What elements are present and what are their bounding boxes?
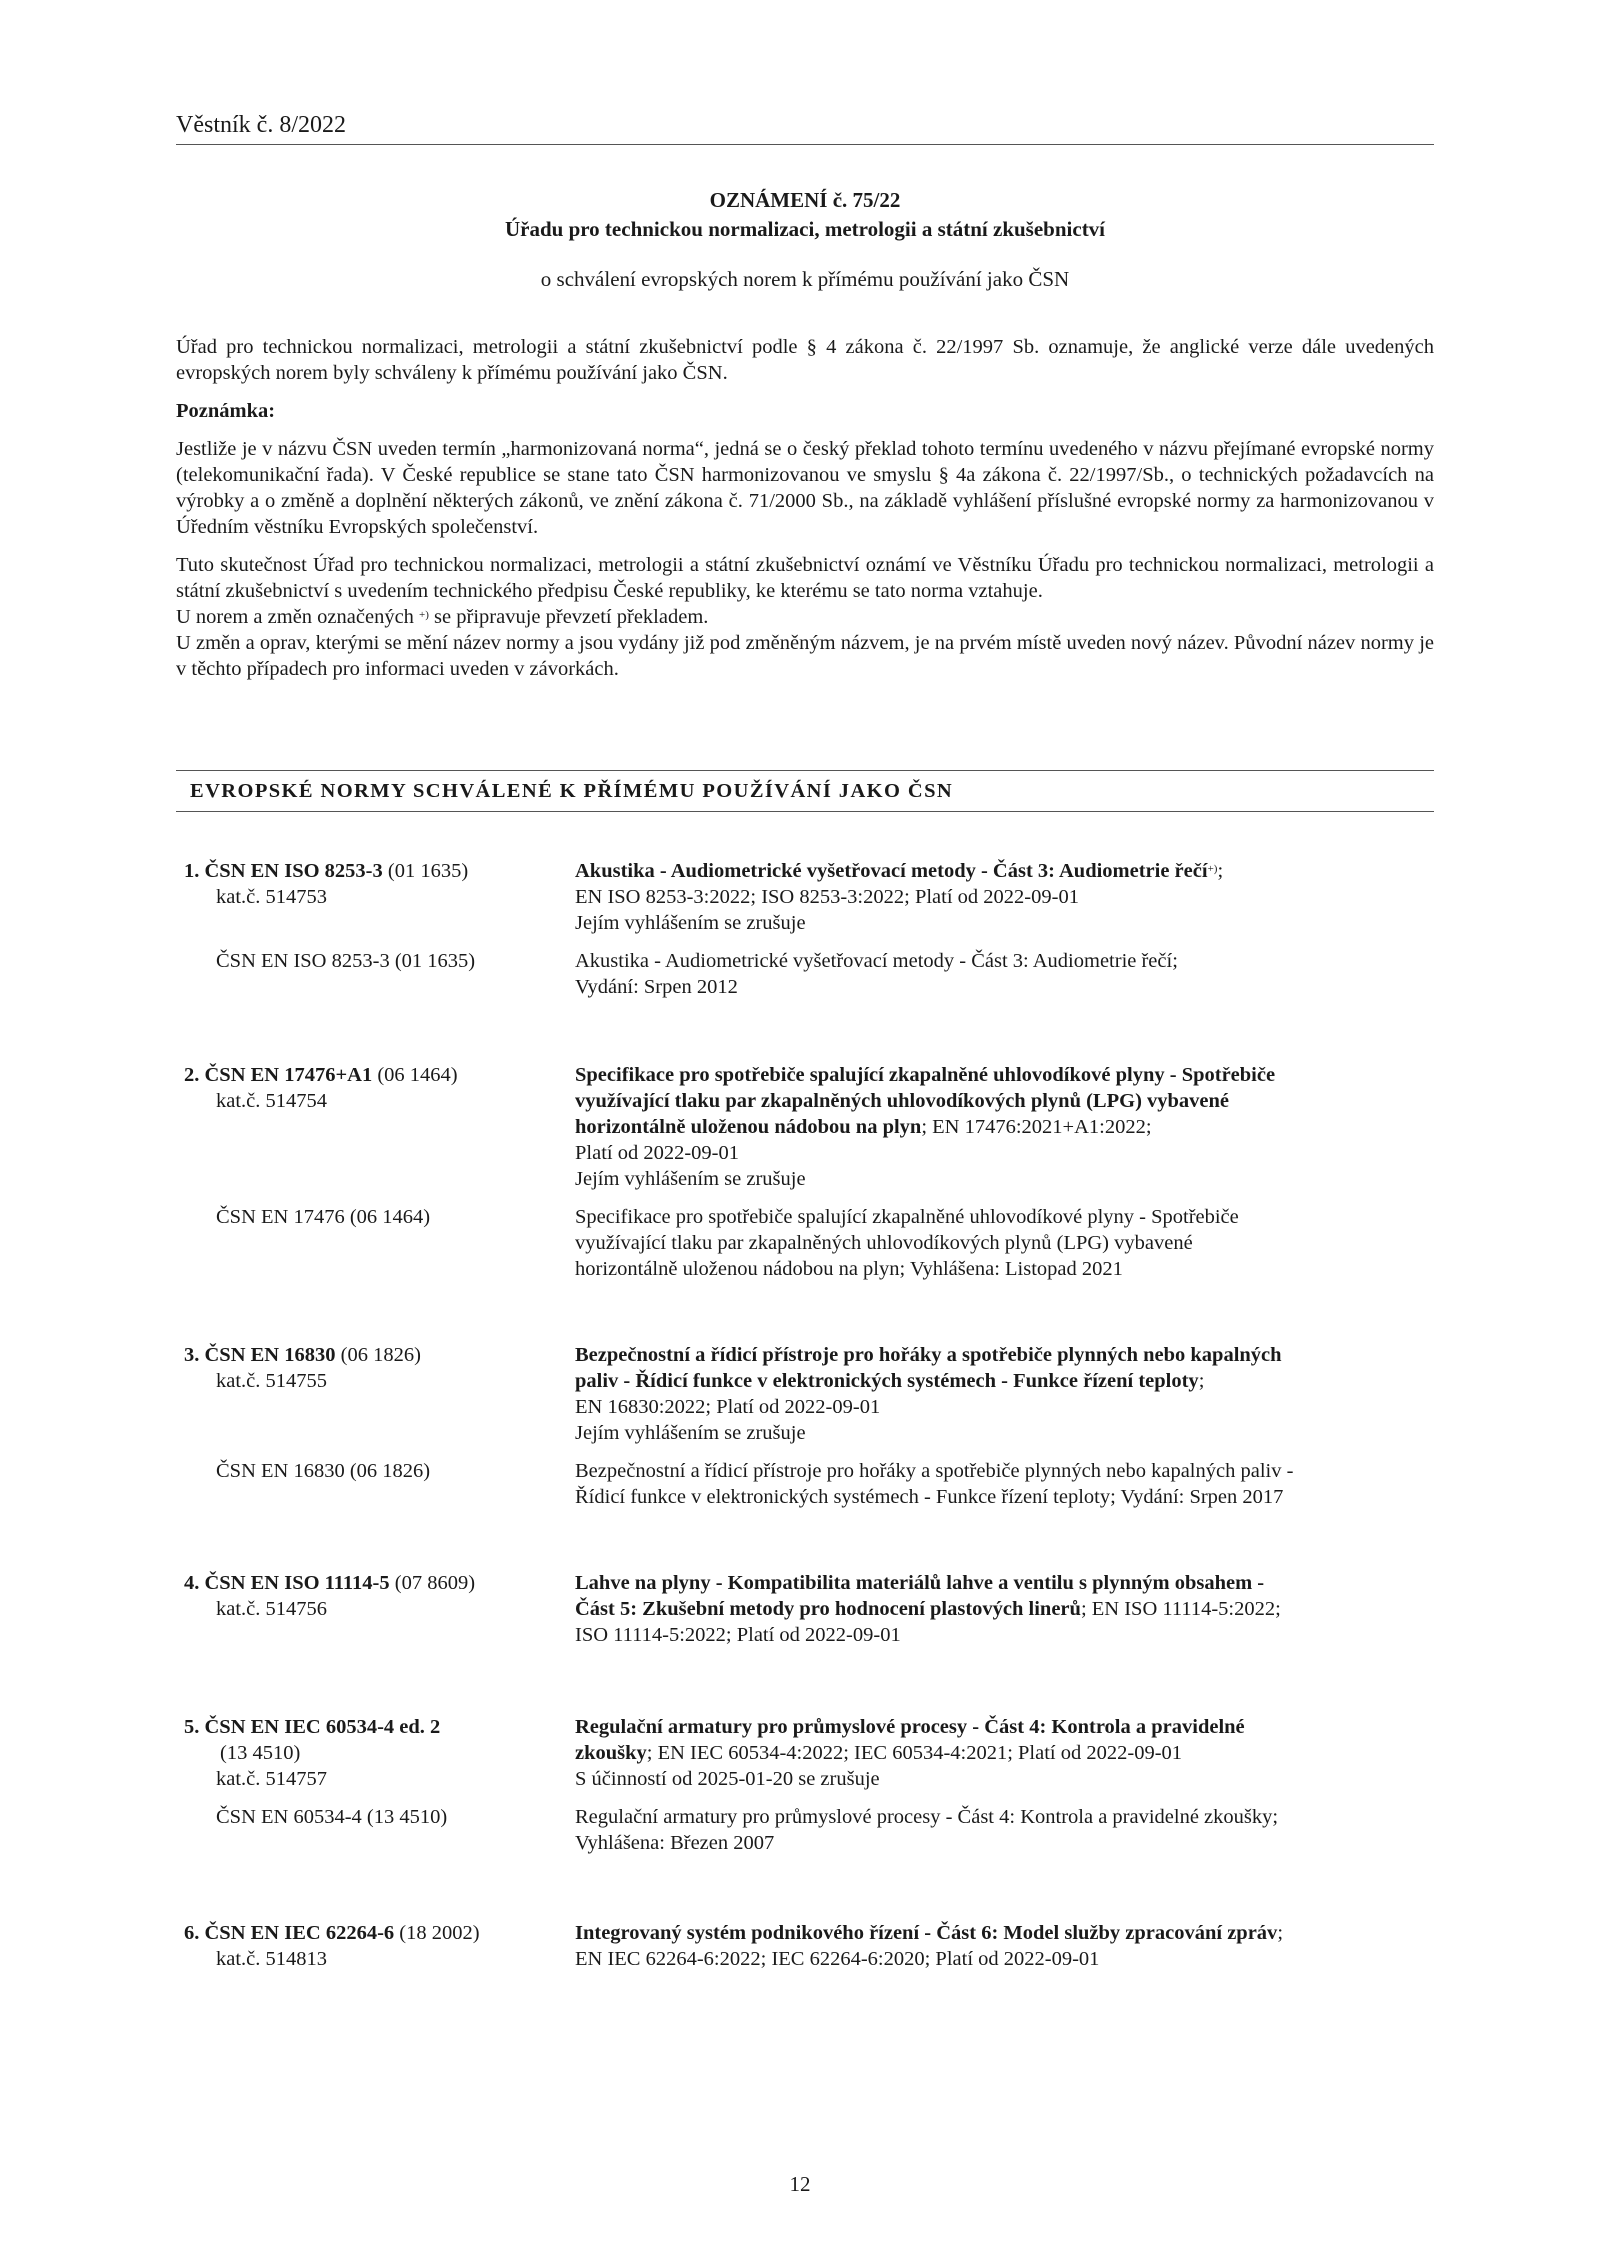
entry-2-title-end: ; EN 17476:2021+A1:2022; (921, 1116, 1152, 1138)
intro-paragraph-4 (176, 604, 1434, 630)
entry-2-title-line-3: horizontálně uloženou nádobou na plyn (575, 1116, 922, 1138)
entry-5-catalog: kat.č. 514757 (216, 1768, 328, 1790)
entry-6-catalog: kat.č. 514813 (216, 1948, 328, 1970)
journal-header: Věstník č. 8/2022 (176, 112, 1434, 145)
entry-1-replaced-standard: ČSN EN ISO 8253-3 (01 1635) (216, 950, 476, 972)
entry-2-replaced-line-1: Specifikace pro spotřebiče spalující zkapalněné uhlovodíkové plyny - Spotřebiče (575, 1206, 1239, 1228)
entry-2-title-line-1: Specifikace pro spotřebiče spalující zkapalněné uhlovodíkové plyny - Spotřebiče (575, 1064, 1276, 1086)
standard-entry-5 (176, 1714, 1434, 1856)
entry-1-number: 1. ČSN EN ISO 8253-3 (184, 860, 383, 882)
entry-1-replaced-title: Akustika - Audiometrické vyšetřovací metody - Část 3: Audiometrie řečí; (575, 950, 1178, 972)
entry-2-title-line-2: využívající tlaku par zkapalněných uhlovodíkových plynů (LPG) vybavené (575, 1090, 1230, 1112)
standard-entry-1 (176, 858, 1434, 1000)
entry-3-replaced-line-2: Řídicí funkce v elektronických systémech - Funkce řízení teploty; Vydání: Srpen 2017 (575, 1486, 1284, 1508)
entry-3-title-line-1: Bezpečnostní a řídicí přístroje pro hořáky a spotřebiče plynných nebo kapalných (575, 1344, 1282, 1366)
entry-4-catalog: kat.č. 514756 (216, 1598, 328, 1620)
entry-3-detail-1: EN 16830:2022; Platí od 2022-09-01 (575, 1396, 881, 1418)
entry-6-detail-1: EN IEC 62264-6:2022; IEC 62264-6:2020; Platí od 2022-09-01 (575, 1948, 1100, 1970)
entry-4-class: (07 8609) (389, 1572, 476, 1594)
entry-6-title-end: ; (1277, 1922, 1284, 1944)
entry-3-title-end: ; (1198, 1370, 1205, 1392)
entry-1-catalog: kat.č. 514753 (216, 886, 328, 908)
entry-6-number: 6. ČSN EN IEC 62264-6 (184, 1922, 395, 1944)
note-paragraph: Jestliže je v názvu ČSN uveden termín „harmonizovaná norma“, jedná se o český překlad tohoto termínu uvedeného v názvu přejímané evropské normy (telekomunikační řada). V České republice se stane tato ČSN harmonizovanou ve smyslu § 4a zákona č. 22/1997/Sb., o technických požadavcích na výrobky a o změně a doplnění některých zákonů, ve znění zákona č. 71/2000 Sb., na základě vyhlášení příslušné evropské normy za harmonizovanou v Úředním věstníku Evropských společenství. (176, 438, 1434, 538)
note-heading: Poznámka: (176, 400, 276, 422)
entry-1-replaced-issue: Vydání: Srpen 2012 (575, 976, 738, 998)
entry-4-title-end: ; EN ISO 11114-5:2022; (1080, 1598, 1281, 1620)
entry-5-replaced-line-2: Vyhlášena: Březen 2007 (575, 1832, 775, 1854)
entry-3-class: (06 1826) (335, 1344, 421, 1366)
entry-5-title-line-1: Regulační armatury pro průmyslové procesy - Část 4: Kontrola a pravidelné (575, 1716, 1245, 1738)
entry-2-catalog: kat.č. 514754 (216, 1090, 328, 1112)
entry-4-number: 4. ČSN EN ISO 11114-5 (184, 1572, 390, 1594)
entry-1-title: Akustika - Audiometrické vyšetřovací metody - Část 3: Audiometrie řečí (575, 860, 1208, 882)
entry-6-title: Integrovaný systém podnikového řízení - Část 6: Model služby zpracování zpráv (575, 1922, 1278, 1944)
entry-3-title-line-2: paliv - Řídicí funkce v elektronických systémech - Funkce řízení teploty (575, 1370, 1199, 1392)
entry-3-detail-2: Jejím vyhlášením se zrušuje (575, 1422, 806, 1444)
standard-entry-6 (176, 1920, 1434, 1972)
page-number: 12 (789, 2172, 811, 2196)
entry-2-detail-2: Jejím vyhlášením se zrušuje (575, 1168, 806, 1190)
entry-2-replaced-standard: ČSN EN 17476 (06 1464) (216, 1206, 431, 1228)
entry-1-class: (01 1635) (382, 860, 469, 882)
announcement-number: OZNÁMENÍ č. 75/22 (709, 188, 901, 212)
intro-paragraph-5: U změn a oprav, kterými se mění název normy a jsou vydány již pod změněným názvem, je na prvém místě uveden nový název. Původní název normy je v těchto případech pro informaci uveden v závorkách. (176, 632, 1434, 680)
entry-4-detail-1: ISO 11114-5:2022; Platí od 2022-09-01 (575, 1624, 901, 1646)
intro-text (176, 334, 1434, 682)
entry-1-detail-2: Jejím vyhlášením se zrušuje (575, 912, 806, 934)
entry-2-replaced-line-3: horizontálně uloženou nádobou na plyn; Vyhlášena: Listopad 2021 (575, 1258, 1123, 1280)
entry-1-translation-mark: +) (1207, 863, 1218, 875)
p4-text-b: se připravuje převzetí překladem. (428, 606, 709, 628)
entry-4-title-line-1: Lahve na plyny - Kompatibilita materiálů lahve a ventilu s plynným obsahem - (575, 1572, 1265, 1594)
entry-6-class: (18 2002) (394, 1922, 480, 1944)
entry-5-title-end: ; EN IEC 60534-4:2022; IEC 60534-4:2021; Platí od 2022-09-01 (646, 1742, 1183, 1764)
entry-3-number: 3. ČSN EN 16830 (184, 1344, 336, 1366)
entry-2-class: (06 1464) (372, 1064, 458, 1086)
entry-5-title-line-2: zkoušky (575, 1742, 647, 1764)
entry-5-number: 5. ČSN EN IEC 60534-4 ed. 2 (184, 1716, 441, 1738)
entry-3-catalog: kat.č. 514755 (216, 1370, 328, 1392)
standard-entry-4 (176, 1570, 1434, 1648)
standard-entry-2 (176, 1062, 1434, 1282)
section-title: EVROPSKÉ NORMY SCHVÁLENÉ K PŘÍMÉMU POUŽÍVÁNÍ JAKO ČSN (176, 770, 1434, 812)
intro-paragraph-3: Tuto skutečnost Úřad pro technickou normalizaci, metrologii a státní zkušebnictví oznámí ve Věstníku Úřadu pro technickou normalizaci, metrologii a státní zkušebnictví s uvedením technického předpisu České republiky, ke kterému se tato norma vztahuje. (176, 554, 1434, 602)
entry-3-replaced-standard: ČSN EN 16830 (06 1826) (216, 1460, 431, 1482)
entry-1-title-end: ; (1217, 860, 1224, 882)
issuing-office: Úřadu pro technickou normalizaci, metrologii a státní zkušebnictví (504, 217, 1106, 241)
entry-5-detail-1: S účinností od 2025-01-20 se zrušuje (575, 1768, 880, 1790)
announcement-subject: o schválení evropských norem k přímému používání jako ČSN (540, 267, 1070, 291)
standard-entry-3 (176, 1342, 1434, 1510)
entry-1-detail-1: EN ISO 8253-3:2022; ISO 8253-3:2022; Platí od 2022-09-01 (575, 886, 1079, 908)
entry-3-replaced-line-1: Bezpečnostní a řídicí přístroje pro hořáky a spotřebiče plynných nebo kapalných paliv - (575, 1460, 1294, 1482)
entry-2-number: 2. ČSN EN 17476+A1 (184, 1064, 373, 1086)
entry-5-class: (13 4510) (220, 1742, 301, 1764)
entry-5-replaced-line-1: Regulační armatury pro průmyslové procesy - Část 4: Kontrola a pravidelné zkoušky; (575, 1806, 1279, 1828)
translation-mark: +) (419, 609, 429, 621)
intro-paragraph-1: Úřad pro technickou normalizaci, metrologii a státní zkušebnictví podle § 4 zákona č. 22/1997 Sb. oznamuje, že anglické verze dále uvedených evropských norem byly schváleny k přímému používání jako ČSN. (176, 336, 1434, 384)
entry-5-replaced-standard: ČSN EN 60534-4 (13 4510) (216, 1806, 448, 1828)
entry-2-replaced-line-2: využívající tlaku par zkapalněných uhlovodíkových plynů (LPG) vybavené (575, 1232, 1193, 1254)
announcement-title-block (176, 186, 1434, 294)
entry-4-title-line-2: Část 5: Zkušební metody pro hodnocení plastových linerů (575, 1598, 1081, 1620)
entry-2-detail-1: Platí od 2022-09-01 (575, 1142, 739, 1164)
p4-text-a: U norem a změn označených (176, 606, 420, 628)
